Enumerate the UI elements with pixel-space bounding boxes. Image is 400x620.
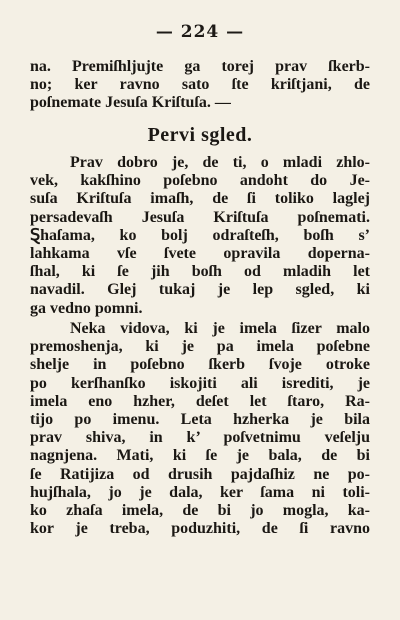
text-line: navadil. Glej tukaj je lep sgled, ki — [30, 281, 370, 299]
text-line: suſa Kriſtuſa imaſh, de ſi toliko laglej — [30, 190, 370, 208]
text-line: poſnemate Jesuſa Kriſtuſa. — — [30, 94, 231, 112]
text-line: Neka vidova, ki je imela ſizer malo — [70, 320, 370, 337]
text-line: na. Premiſhljujte ga torej prav ſkerb- — [30, 58, 370, 75]
section-heading: Pervi sgled. — [147, 124, 253, 146]
text-line: hujſhala, jo je dala, ker ſama ni toli- — [30, 483, 370, 501]
text-line: prav shiva, in k’ poſvetnimu veſelju — [30, 429, 370, 447]
text-line: Ȿhaſama, ko bolj odraſteſh, boſh s’ — [30, 226, 370, 244]
text-line: kor je treba, poduzhiti, de ſi ravno — [30, 520, 370, 538]
text-line: shelje in poſebno ſkerb ſvoje otroke — [30, 356, 370, 374]
text-line: premoshenja, ki je pa imela poſebne — [30, 338, 370, 356]
text-line: ſhal, ki ſe jih boſh od mladih let — [30, 263, 370, 281]
text-line: ga vedno pomni. — [30, 299, 143, 317]
page-number-header: — 224 — — [155, 22, 245, 42]
text-line: no; ker ravno sato ſte kriſtjani, de — [30, 76, 370, 94]
intro-text — [30, 58, 370, 113]
text-line: imela eno hzher, deſet let ſtaro, Ra- — [30, 392, 370, 410]
paragraph-2 — [30, 320, 370, 538]
text-line: persadevaſh Jesuſa Kriſtuſa poſnemati. — [30, 208, 370, 226]
text-line: ko zhaſa imela, de bi jo mogla, ka- — [30, 501, 370, 519]
text-line: nagnjena. Mati, ki ſe je bala, de bi — [30, 447, 370, 465]
text-line: po kerſhanſko iskojiti ali isrediti, je — [30, 374, 370, 392]
paragraph-1 — [30, 154, 370, 318]
text-line: tijo po imenu. Leta hzherka je bila — [30, 410, 370, 428]
text-line: lahkama vſe ſvete opravila doperna- — [30, 244, 370, 262]
text-line: vek, kakſhino poſebno andoht do Je- — [30, 172, 370, 190]
text-line: ſe Ratijiza od drusih pajdaſhiz ne po- — [30, 465, 370, 483]
text-line: Prav dobro je, de ti, o mladi zhlo- — [70, 154, 370, 171]
